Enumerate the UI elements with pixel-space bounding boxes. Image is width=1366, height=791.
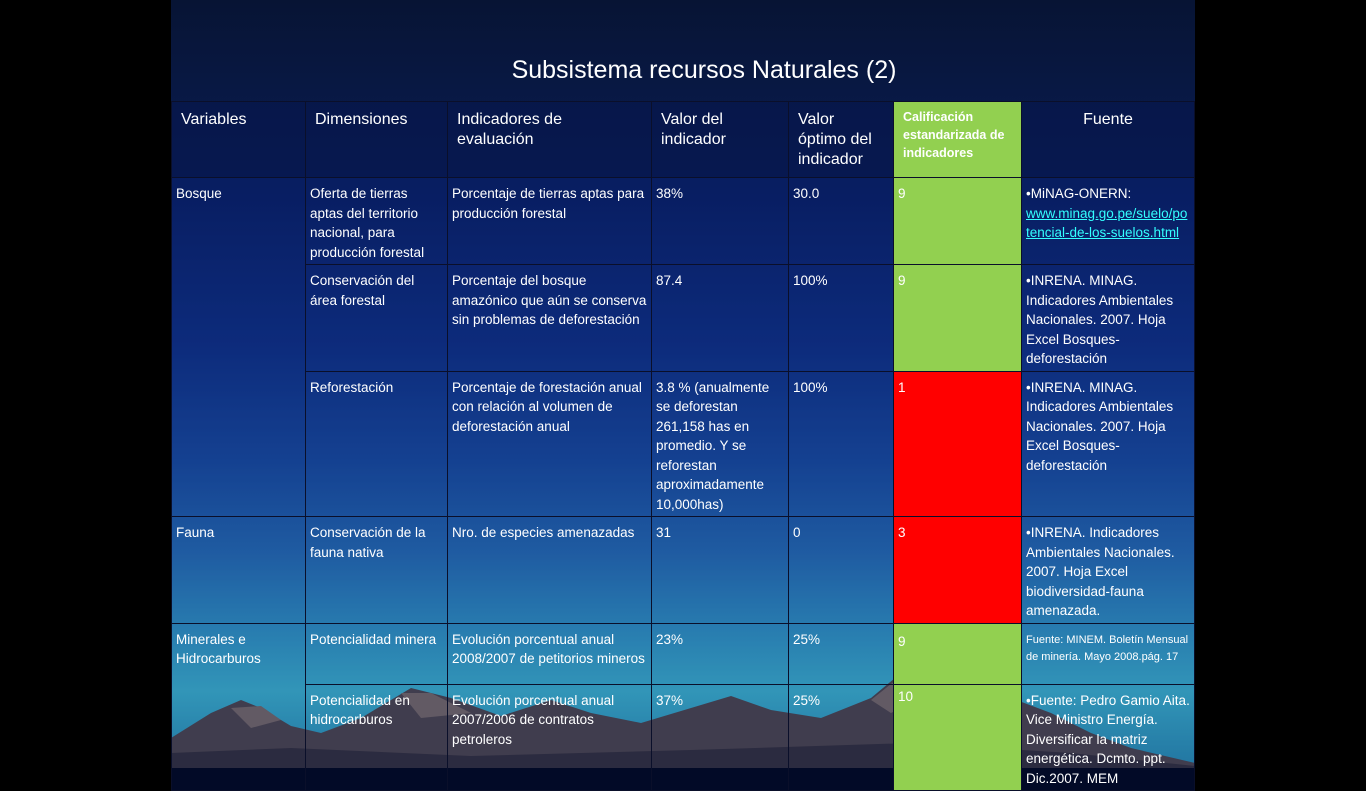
score-cell: 9 bbox=[894, 178, 1022, 265]
header-variables: Variables bbox=[172, 102, 306, 178]
slide-title: Subsistema recursos Naturales (2) bbox=[511, 56, 897, 84]
header-calificacion: Calificación estandarizada de indicadores bbox=[894, 102, 1022, 178]
source-text: • MiNAG-ONERN: bbox=[1026, 186, 1131, 201]
table-row bbox=[172, 178, 1195, 265]
table-row bbox=[172, 684, 1195, 791]
indicator-cell: Evolución porcentual anual 2007/2006 de contratos petroleros bbox=[448, 684, 652, 791]
optimal-cell: 25% bbox=[789, 684, 894, 791]
optimal-cell: 30.0 bbox=[789, 178, 894, 265]
dimension-cell: Conservación del área forestal bbox=[306, 265, 448, 372]
indicator-cell: Evolución porcentual anual 2008/2007 de petitorios mineros bbox=[448, 623, 652, 684]
optimal-cell: 100% bbox=[789, 265, 894, 372]
source-cell: Fuente: MINEM. Boletín Mensual de minería. Mayo 2008.pág. 17 bbox=[1022, 623, 1195, 684]
value-cell: 37% bbox=[652, 684, 789, 791]
indicator-cell: Porcentaje de tierras aptas para producción forestal bbox=[448, 178, 652, 265]
variable-cell: Bosque bbox=[172, 178, 306, 517]
source-cell bbox=[1022, 178, 1195, 265]
table-row bbox=[172, 265, 1195, 372]
table-row bbox=[172, 517, 1195, 624]
table-row bbox=[172, 623, 1195, 684]
score-cell: 1 bbox=[894, 371, 1022, 517]
header-indicadores: Indicadores de evaluación bbox=[448, 102, 652, 178]
indicator-cell: Porcentaje del bosque amazónico que aún se conserva sin problemas de deforestación bbox=[448, 265, 652, 372]
value-cell: 31 bbox=[652, 517, 789, 624]
table-row bbox=[172, 371, 1195, 517]
optimal-cell: 25% bbox=[789, 623, 894, 684]
dimension-cell: Potencialidad en hidrocarburos bbox=[306, 684, 448, 791]
variable-cell: Minerales e Hidrocarburos bbox=[172, 623, 306, 791]
dimension-cell: Potencialidad minera bbox=[306, 623, 448, 684]
score-cell: 3 bbox=[894, 517, 1022, 624]
value-cell: 3.8 % (anualmente se deforestan 261,158 has en promedio. Y se reforestan aproximadamente 10,000has) bbox=[652, 371, 789, 517]
source-cell bbox=[1022, 265, 1195, 372]
variable-cell: Fauna bbox=[172, 517, 306, 624]
indicator-cell: Nro. de especies amenazadas bbox=[448, 517, 652, 624]
dimension-cell: Oferta de tierras aptas del territorio nacional, para producción forestal bbox=[306, 178, 448, 265]
dimension-cell: Reforestación bbox=[306, 371, 448, 517]
indicator-cell: Porcentaje de forestación anual con relación al volumen de deforestación anual bbox=[448, 371, 652, 517]
value-cell: 23% bbox=[652, 623, 789, 684]
optimal-cell: 100% bbox=[789, 371, 894, 517]
optimal-cell: 0 bbox=[789, 517, 894, 624]
dimension-cell: Conservación de la fauna nativa bbox=[306, 517, 448, 624]
source-text: • Fuente: Pedro Gamio Aita. Vice Ministro Energía. Diversificar la matriz energética. Dcmto. ppt. Dic.2007. MEM bbox=[1026, 693, 1190, 786]
header-dimensiones: Dimensiones bbox=[306, 102, 448, 178]
value-cell: 87.4 bbox=[652, 265, 789, 372]
source-text: • INRENA. MINAG. Indicadores Ambientales Nacionales. 2007. Hoja Excel Bosques-deforestación bbox=[1026, 273, 1173, 366]
header-fuente: Fuente bbox=[1022, 102, 1195, 178]
indicators-table bbox=[171, 101, 1195, 791]
slide bbox=[171, 0, 1195, 786]
header-valor: Valor del indicador bbox=[652, 102, 789, 178]
score-cell: 9 bbox=[894, 623, 1022, 684]
score-cell: 10 bbox=[894, 684, 1022, 791]
source-text: • INRENA. Indicadores Ambientales Nacionales. 2007. Hoja Excel biodiversidad-fauna amenazada. bbox=[1026, 525, 1175, 618]
score-cell: 9 bbox=[894, 265, 1022, 372]
source-cell bbox=[1022, 517, 1195, 624]
source-cell bbox=[1022, 371, 1195, 517]
table-header-row bbox=[172, 102, 1195, 178]
header-optimo: Valor óptimo del indicador bbox=[789, 102, 894, 178]
source-text: • INRENA. MINAG. Indicadores Ambientales Nacionales. 2007. Hoja Excel Bosques-deforestación bbox=[1026, 380, 1173, 473]
value-cell: 38% bbox=[652, 178, 789, 265]
source-link[interactable]: www.minag.go.pe/suelo/potencial-de-los-suelos.html bbox=[1026, 205, 1188, 240]
source-cell bbox=[1022, 684, 1195, 791]
